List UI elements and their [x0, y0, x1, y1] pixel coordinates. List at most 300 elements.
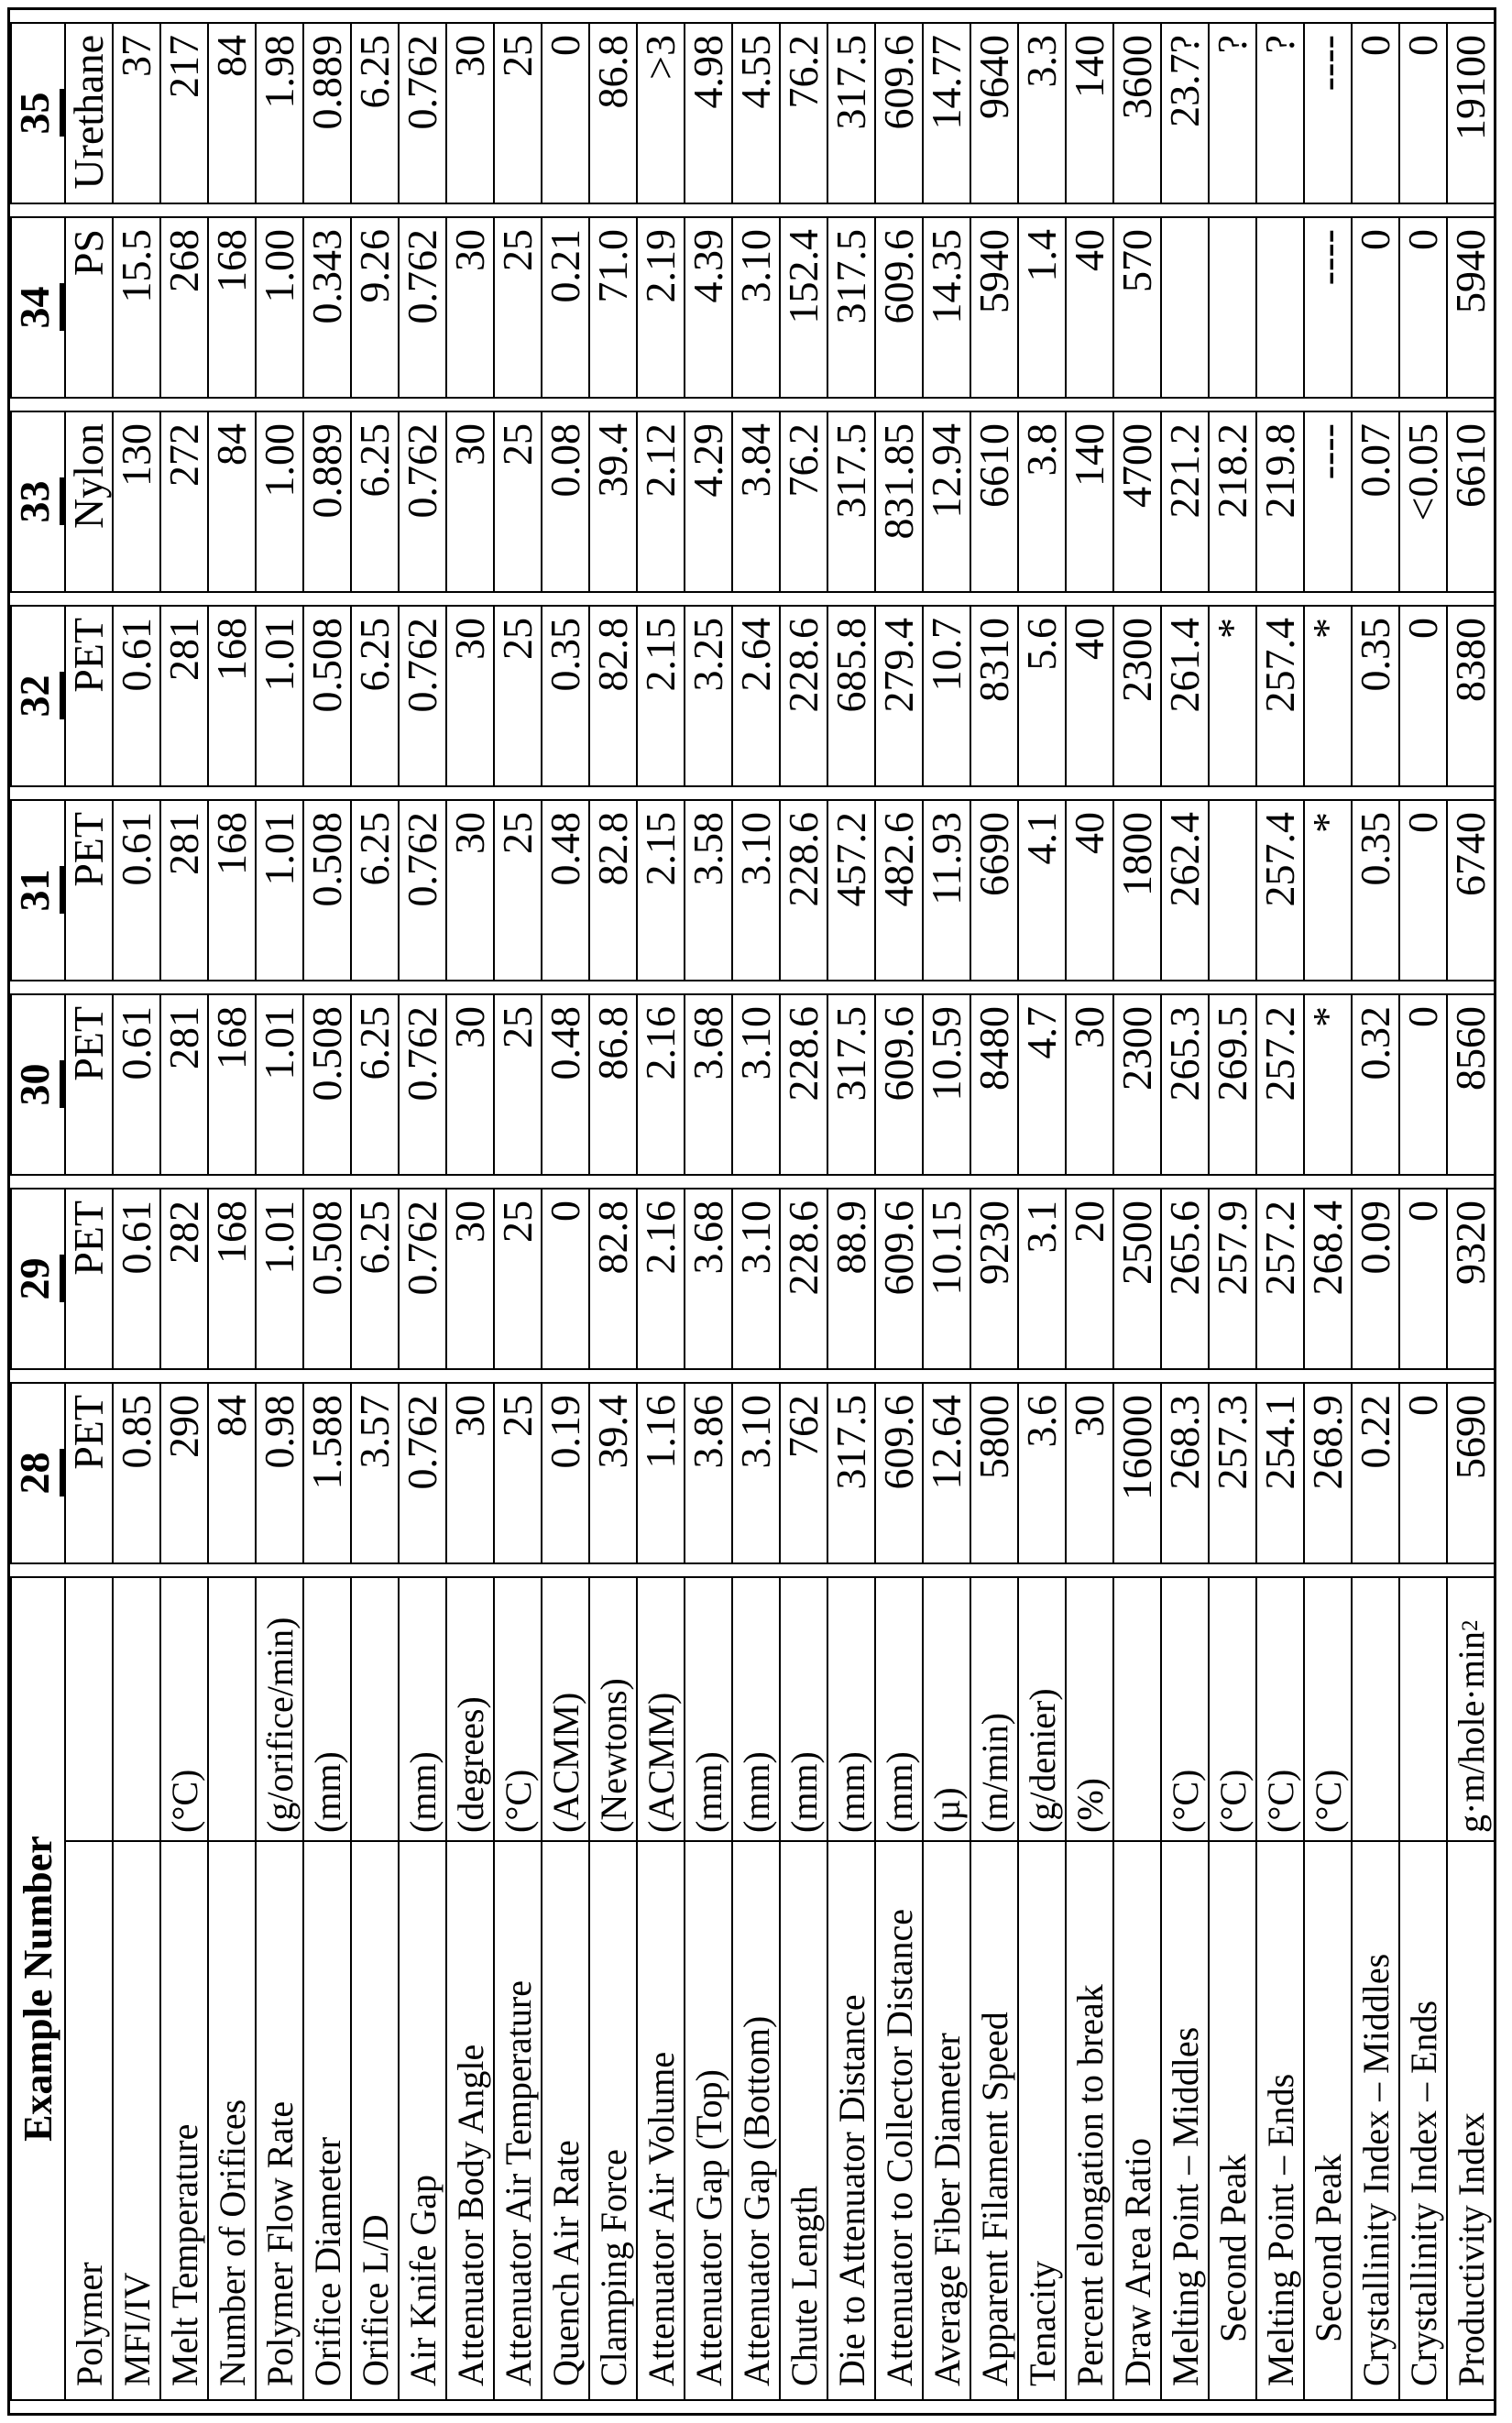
- row-unit: [352, 1578, 398, 1842]
- value-cell: 228.6: [779, 605, 827, 787]
- value-cell: 25: [493, 993, 541, 1176]
- value-cell: 168: [207, 993, 255, 1176]
- row-unit: (mm): [685, 1578, 731, 1842]
- row-label-cell: [1017, 1576, 1065, 2401]
- table-row: [159, 22, 207, 2401]
- value-cell: 168: [207, 605, 255, 787]
- value-cell: ----: [1303, 216, 1351, 399]
- row-unit: (°C): [1257, 1578, 1303, 1842]
- value-cell: 4.39: [684, 216, 731, 399]
- value-cell: 257.4: [1255, 799, 1303, 981]
- value-cell: 6690: [970, 799, 1017, 981]
- value-cell: 279.4: [874, 605, 922, 787]
- value-cell: 6.25: [350, 411, 398, 593]
- value-cell: 3.68: [684, 993, 731, 1176]
- row-unit: (Newtons): [590, 1578, 636, 1842]
- value-cell: 140: [1065, 22, 1112, 204]
- value-cell: 2300: [1112, 993, 1160, 1176]
- row-label-cell: [970, 1576, 1017, 2401]
- value-cell: 0.762: [398, 411, 445, 593]
- row-unit: (degrees): [447, 1578, 493, 1842]
- value-cell: 0.889: [302, 22, 350, 204]
- row-label: Polymer: [68, 2262, 110, 2386]
- table-row: [1160, 22, 1208, 2401]
- value-cell: 6740: [1446, 799, 1494, 981]
- value-cell: 140: [1065, 411, 1112, 593]
- value-cell: 0.61: [112, 993, 159, 1176]
- value-cell: 6.25: [350, 799, 398, 981]
- row-unit: (%): [1067, 1578, 1112, 1842]
- value-cell: PET: [64, 993, 112, 1176]
- row-unit: (µ): [924, 1578, 970, 1842]
- value-cell: 2.16: [636, 993, 684, 1176]
- value-cell: 168: [207, 799, 255, 981]
- row-label: Attenuator to Collector Distance: [878, 1909, 920, 2386]
- value-cell: 168: [207, 1188, 255, 1370]
- row-label-cell: [731, 1576, 779, 2401]
- value-cell: 265.3: [1160, 993, 1208, 1176]
- table-row: [1446, 22, 1494, 2401]
- value-cell: 3.58: [684, 799, 731, 981]
- value-cell: 0.61: [112, 605, 159, 787]
- header-example-col-28: [10, 1382, 64, 1564]
- value-cell: 3.6: [1017, 1382, 1065, 1564]
- row-label-cell: [1160, 1576, 1208, 2401]
- header-example-col-32: [10, 605, 64, 787]
- value-cell: 3.68: [684, 1188, 731, 1370]
- value-cell: 261.4: [1160, 605, 1208, 787]
- row-unit: [1353, 1578, 1398, 1842]
- table-row: [1208, 22, 1255, 2401]
- table-row: [1017, 22, 1065, 2401]
- value-cell: 3.8: [1017, 411, 1065, 593]
- value-cell: 217: [159, 22, 207, 204]
- table-rotation-container: [7, 7, 1505, 2416]
- value-cell: 228.6: [779, 1188, 827, 1370]
- row-unit: (°C): [1210, 1578, 1255, 1842]
- value-cell: 152.4: [779, 216, 827, 399]
- table-row: [970, 22, 1017, 2401]
- value-cell: 76.2: [779, 411, 827, 593]
- row-label: Percent elongation to break: [1068, 1984, 1111, 2386]
- value-cell: 0.48: [541, 993, 588, 1176]
- value-cell: 3.3: [1017, 22, 1065, 204]
- value-cell: 84: [207, 411, 255, 593]
- table-row: [64, 22, 112, 2401]
- value-cell: ?: [1255, 22, 1303, 204]
- value-cell: ----: [1303, 411, 1351, 593]
- table-row: [827, 22, 874, 2401]
- example-number: 34: [12, 284, 64, 332]
- header-example-col-29: [10, 1188, 64, 1370]
- row-label: Second Peak: [1211, 2154, 1254, 2342]
- header-example-col-34: [10, 216, 64, 399]
- row-label-cell: [874, 1576, 922, 2401]
- value-cell: 8380: [1446, 605, 1494, 787]
- value-cell: 84: [207, 22, 255, 204]
- value-cell: 40: [1065, 605, 1112, 787]
- value-cell: 3.10: [731, 216, 779, 399]
- row-label: Attenuator Air Volume: [640, 2051, 682, 2386]
- value-cell: 20: [1065, 1188, 1112, 1370]
- value-cell: 3.84: [731, 411, 779, 593]
- row-unit: [66, 1578, 112, 1842]
- value-cell: 130: [112, 411, 159, 593]
- value-cell: 25: [493, 411, 541, 593]
- example-number: 31: [12, 867, 64, 915]
- header-example-col-33: [10, 411, 64, 593]
- value-cell: 265.6: [1160, 1188, 1208, 1370]
- row-unit: (g/orifice/min): [257, 1578, 302, 1842]
- value-cell: PS: [64, 216, 112, 399]
- value-cell: 5800: [970, 1382, 1017, 1564]
- value-cell: 268.9: [1303, 1382, 1351, 1564]
- table-row: [636, 22, 684, 2401]
- row-label: Die to Attenuator Distance: [830, 1994, 872, 2386]
- rotated-table-region: [7, 7, 1505, 2416]
- value-cell: 0: [1398, 1382, 1446, 1564]
- row-label-cell: [1112, 1576, 1160, 2401]
- table-row: [493, 22, 541, 2401]
- value-cell: 10.15: [922, 1188, 970, 1370]
- row-unit: (ACMM): [638, 1578, 684, 1842]
- table-row: [922, 22, 970, 2401]
- row-label: Polymer Flow Rate: [258, 2100, 301, 2386]
- value-cell: 1.01: [255, 1188, 302, 1370]
- value-cell: 317.5: [827, 1382, 874, 1564]
- row-unit: g·m/hole·min 2: [1448, 1578, 1494, 1842]
- value-cell: 71.0: [588, 216, 636, 399]
- value-cell: 0.98: [255, 1382, 302, 1564]
- value-cell: 457.2: [827, 799, 874, 981]
- value-cell: 9320: [1446, 1188, 1494, 1370]
- example-number: 28: [12, 1450, 64, 1497]
- row-label-cell: [350, 1576, 398, 2401]
- value-cell: 0: [1351, 216, 1398, 399]
- row-label: Attenuator Body Angle: [449, 2044, 491, 2386]
- value-cell: 2.16: [636, 1188, 684, 1370]
- table-row: [350, 22, 398, 2401]
- value-cell: 257.4: [1255, 605, 1303, 787]
- row-unit: [114, 1578, 159, 1842]
- value-cell: 268.3: [1160, 1382, 1208, 1564]
- value-cell: 1.01: [255, 799, 302, 981]
- value-cell: 482.6: [874, 799, 922, 981]
- value-cell: 8310: [970, 605, 1017, 787]
- value-cell: 1.98: [255, 22, 302, 204]
- value-cell: 0.85: [112, 1382, 159, 1564]
- value-cell: 30: [1065, 993, 1112, 1176]
- value-cell: 0: [1351, 22, 1398, 204]
- row-unit: (mm): [828, 1578, 874, 1842]
- value-cell: 8480: [970, 993, 1017, 1176]
- value-cell: 30: [445, 993, 493, 1176]
- value-cell: 4700: [1112, 411, 1160, 593]
- value-cell: 268.4: [1303, 1188, 1351, 1370]
- row-label-cell: [1351, 1576, 1398, 2401]
- value-cell: 0: [1398, 605, 1446, 787]
- value-cell: 685.8: [827, 605, 874, 787]
- value-cell: 0.508: [302, 605, 350, 787]
- value-cell: 25: [493, 22, 541, 204]
- value-cell: PET: [64, 1382, 112, 1564]
- value-cell: 0.508: [302, 799, 350, 981]
- value-cell: 30: [445, 1382, 493, 1564]
- table-header-row: [10, 22, 64, 2401]
- value-cell: 257.9: [1208, 1188, 1255, 1370]
- value-cell: PET: [64, 605, 112, 787]
- row-unit: (mm): [733, 1578, 779, 1842]
- value-cell: 0: [1398, 22, 1446, 204]
- row-label-cell: [1065, 1576, 1112, 2401]
- value-cell: 262.4: [1160, 799, 1208, 981]
- table-row: [779, 22, 827, 2401]
- value-cell: 317.5: [827, 22, 874, 204]
- value-cell: <0.05: [1398, 411, 1446, 593]
- value-cell: 3.86: [684, 1382, 731, 1564]
- table-row: [588, 22, 636, 2401]
- value-cell: 0.508: [302, 993, 350, 1176]
- value-cell: 228.6: [779, 993, 827, 1176]
- value-cell: 0.61: [112, 799, 159, 981]
- row-label-cell: [1208, 1576, 1255, 2401]
- value-cell: 272: [159, 411, 207, 593]
- row-label-cell: [1398, 1576, 1446, 2401]
- value-cell: 221.2: [1160, 411, 1208, 593]
- row-label: Melt Temperature: [163, 2123, 205, 2386]
- row-label: Attenuator Air Temperature: [497, 1980, 539, 2386]
- value-cell: 0.508: [302, 1188, 350, 1370]
- value-cell: 281: [159, 605, 207, 787]
- row-label: Crystallinity Index – Middles: [1354, 1953, 1397, 2386]
- row-label-cell: [398, 1576, 445, 2401]
- value-cell: 0.21: [541, 216, 588, 399]
- value-cell: 1.00: [255, 411, 302, 593]
- value-cell: 0: [1398, 993, 1446, 1176]
- value-cell: 3.10: [731, 1382, 779, 1564]
- value-cell: 15.5: [112, 216, 159, 399]
- table-row: [731, 22, 779, 2401]
- value-cell: 0.762: [398, 605, 445, 787]
- value-cell: 76.2: [779, 22, 827, 204]
- value-cell: 0: [541, 1188, 588, 1370]
- value-cell: [1208, 216, 1255, 399]
- table-row: [541, 22, 588, 2401]
- value-cell: 40: [1065, 216, 1112, 399]
- value-cell: 25: [493, 216, 541, 399]
- value-cell: [1255, 216, 1303, 399]
- value-cell: 82.8: [588, 605, 636, 787]
- row-label: Number of Orifices: [211, 2099, 253, 2386]
- value-cell: 269.5: [1208, 993, 1255, 1176]
- value-cell: 6.25: [350, 22, 398, 204]
- row-unit: (mm): [304, 1578, 350, 1842]
- row-label-cell: [1303, 1576, 1351, 2401]
- row-unit: (ACMM): [542, 1578, 588, 1842]
- value-cell: Nylon: [64, 411, 112, 593]
- value-cell: 5940: [970, 216, 1017, 399]
- table-row: [302, 22, 350, 2401]
- value-cell: 2300: [1112, 605, 1160, 787]
- value-cell: 5690: [1446, 1382, 1494, 1564]
- value-cell: [1208, 799, 1255, 981]
- header-example-col-35: [10, 22, 64, 204]
- row-unit: (m/min): [971, 1578, 1017, 1842]
- value-cell: 609.6: [874, 1382, 922, 1564]
- value-cell: 0: [541, 22, 588, 204]
- value-cell: PET: [64, 799, 112, 981]
- row-label: Tenacity: [1021, 2260, 1063, 2386]
- value-cell: 82.8: [588, 799, 636, 981]
- example-number: 33: [12, 478, 64, 526]
- value-cell: 39.4: [588, 1382, 636, 1564]
- value-cell: 25: [493, 1382, 541, 1564]
- row-label-cell: [779, 1576, 827, 2401]
- value-cell: 10.59: [922, 993, 970, 1176]
- value-cell: *: [1303, 993, 1351, 1176]
- row-label-cell: [684, 1576, 731, 2401]
- row-label: Average Fiber Diameter: [926, 2033, 968, 2386]
- value-cell: 228.6: [779, 799, 827, 981]
- value-cell: 2.64: [731, 605, 779, 787]
- example-number: 29: [12, 1255, 64, 1303]
- value-cell: 268: [159, 216, 207, 399]
- value-cell: 3600: [1112, 22, 1160, 204]
- value-cell: 0: [1398, 799, 1446, 981]
- value-cell: 86.8: [588, 22, 636, 204]
- value-cell: 570: [1112, 216, 1160, 399]
- row-unit: [1114, 1578, 1160, 1842]
- value-cell: 9.26: [350, 216, 398, 399]
- value-cell: 8560: [1446, 993, 1494, 1176]
- value-cell: 16000: [1112, 1382, 1160, 1564]
- value-cell: 6.25: [350, 1188, 398, 1370]
- value-cell: 30: [445, 799, 493, 981]
- value-cell: *: [1208, 605, 1255, 787]
- value-cell: 10.7: [922, 605, 970, 787]
- value-cell: 2.15: [636, 799, 684, 981]
- value-cell: 168: [207, 216, 255, 399]
- value-cell: 0.07: [1351, 411, 1398, 593]
- value-cell: >3: [636, 22, 684, 204]
- value-cell: 86.8: [588, 993, 636, 1176]
- table-row: [1255, 22, 1303, 2401]
- value-cell: 1800: [1112, 799, 1160, 981]
- value-cell: 0.22: [1351, 1382, 1398, 1564]
- row-label: Quench Air Rate: [544, 2140, 586, 2386]
- value-cell: ----: [1303, 22, 1351, 204]
- value-cell: 218.2: [1208, 411, 1255, 593]
- table-row: [874, 22, 922, 2401]
- row-label: Productivity Index: [1450, 2112, 1492, 2386]
- row-unit: (mm): [400, 1578, 445, 1842]
- value-cell: 6610: [1446, 411, 1494, 593]
- row-unit: (g/denier): [1019, 1578, 1065, 1842]
- table-row: [1303, 22, 1351, 2401]
- value-cell: 12.94: [922, 411, 970, 593]
- row-label: Orifice Diameter: [306, 2136, 348, 2386]
- value-cell: 1.588: [302, 1382, 350, 1564]
- value-cell: 281: [159, 993, 207, 1176]
- value-cell: 0.762: [398, 216, 445, 399]
- value-cell: 0: [1398, 1188, 1446, 1370]
- value-cell: [1160, 216, 1208, 399]
- value-cell: 14.35: [922, 216, 970, 399]
- value-cell: 1.00: [255, 216, 302, 399]
- row-label-cell: [922, 1576, 970, 2401]
- value-cell: 254.1: [1255, 1382, 1303, 1564]
- value-cell: 290: [159, 1382, 207, 1564]
- row-label-cell: [636, 1576, 684, 2401]
- value-cell: 0.762: [398, 1188, 445, 1370]
- value-cell: 0.48: [541, 799, 588, 981]
- value-cell: 30: [445, 605, 493, 787]
- row-label: Attenuator Gap (Top): [687, 2069, 729, 2386]
- row-label: Draw Area Ratio: [1116, 2137, 1158, 2386]
- row-unit: (°C): [1305, 1578, 1351, 1842]
- value-cell: 317.5: [827, 993, 874, 1176]
- value-cell: 3.25: [684, 605, 731, 787]
- value-cell: 25: [493, 1188, 541, 1370]
- table-row: [1112, 22, 1160, 2401]
- row-label: Attenuator Gap (Bottom): [735, 2015, 777, 2386]
- value-cell: 3.10: [731, 799, 779, 981]
- row-label-cell: [302, 1576, 350, 2401]
- value-cell: 14.77: [922, 22, 970, 204]
- table-row: [1398, 22, 1446, 2401]
- value-cell: 4.1: [1017, 799, 1065, 981]
- value-cell: 2.12: [636, 411, 684, 593]
- example-number: 30: [12, 1061, 64, 1109]
- value-cell: 281: [159, 799, 207, 981]
- value-cell: 82.8: [588, 1188, 636, 1370]
- value-cell: 30: [1065, 1382, 1112, 1564]
- value-cell: 4.55: [731, 22, 779, 204]
- value-cell: 4.29: [684, 411, 731, 593]
- value-cell: 0.762: [398, 799, 445, 981]
- value-cell: 30: [445, 22, 493, 204]
- value-cell: 609.6: [874, 22, 922, 204]
- value-cell: 609.6: [874, 216, 922, 399]
- row-label: MFI/IV: [115, 2272, 158, 2386]
- value-cell: 40: [1065, 799, 1112, 981]
- row-label-cell: [827, 1576, 874, 2401]
- table-row: [684, 22, 731, 2401]
- value-cell: 0.32: [1351, 993, 1398, 1176]
- row-label-cell: [159, 1576, 207, 2401]
- value-cell: 5940: [1446, 216, 1494, 399]
- value-cell: 0.762: [398, 22, 445, 204]
- table-row: [112, 22, 159, 2401]
- row-unit: (mm): [876, 1578, 922, 1842]
- value-cell: 2500: [1112, 1188, 1160, 1370]
- row-label-cell: [588, 1576, 636, 2401]
- value-cell: PET: [64, 1188, 112, 1370]
- row-label: Melting Point – Middles: [1164, 2026, 1206, 2386]
- value-cell: 1.16: [636, 1382, 684, 1564]
- value-cell: 6.25: [350, 605, 398, 787]
- value-cell: 609.6: [874, 993, 922, 1176]
- value-cell: 9230: [970, 1188, 1017, 1370]
- row-label: Air Knife Gap: [401, 2174, 444, 2386]
- value-cell: 6.25: [350, 993, 398, 1176]
- header-example-col-30: [10, 993, 64, 1176]
- row-label-cell: [493, 1576, 541, 2401]
- row-label-cell: [64, 1576, 112, 2401]
- value-cell: 1.01: [255, 605, 302, 787]
- value-cell: 0.61: [112, 1188, 159, 1370]
- value-cell: 0.08: [541, 411, 588, 593]
